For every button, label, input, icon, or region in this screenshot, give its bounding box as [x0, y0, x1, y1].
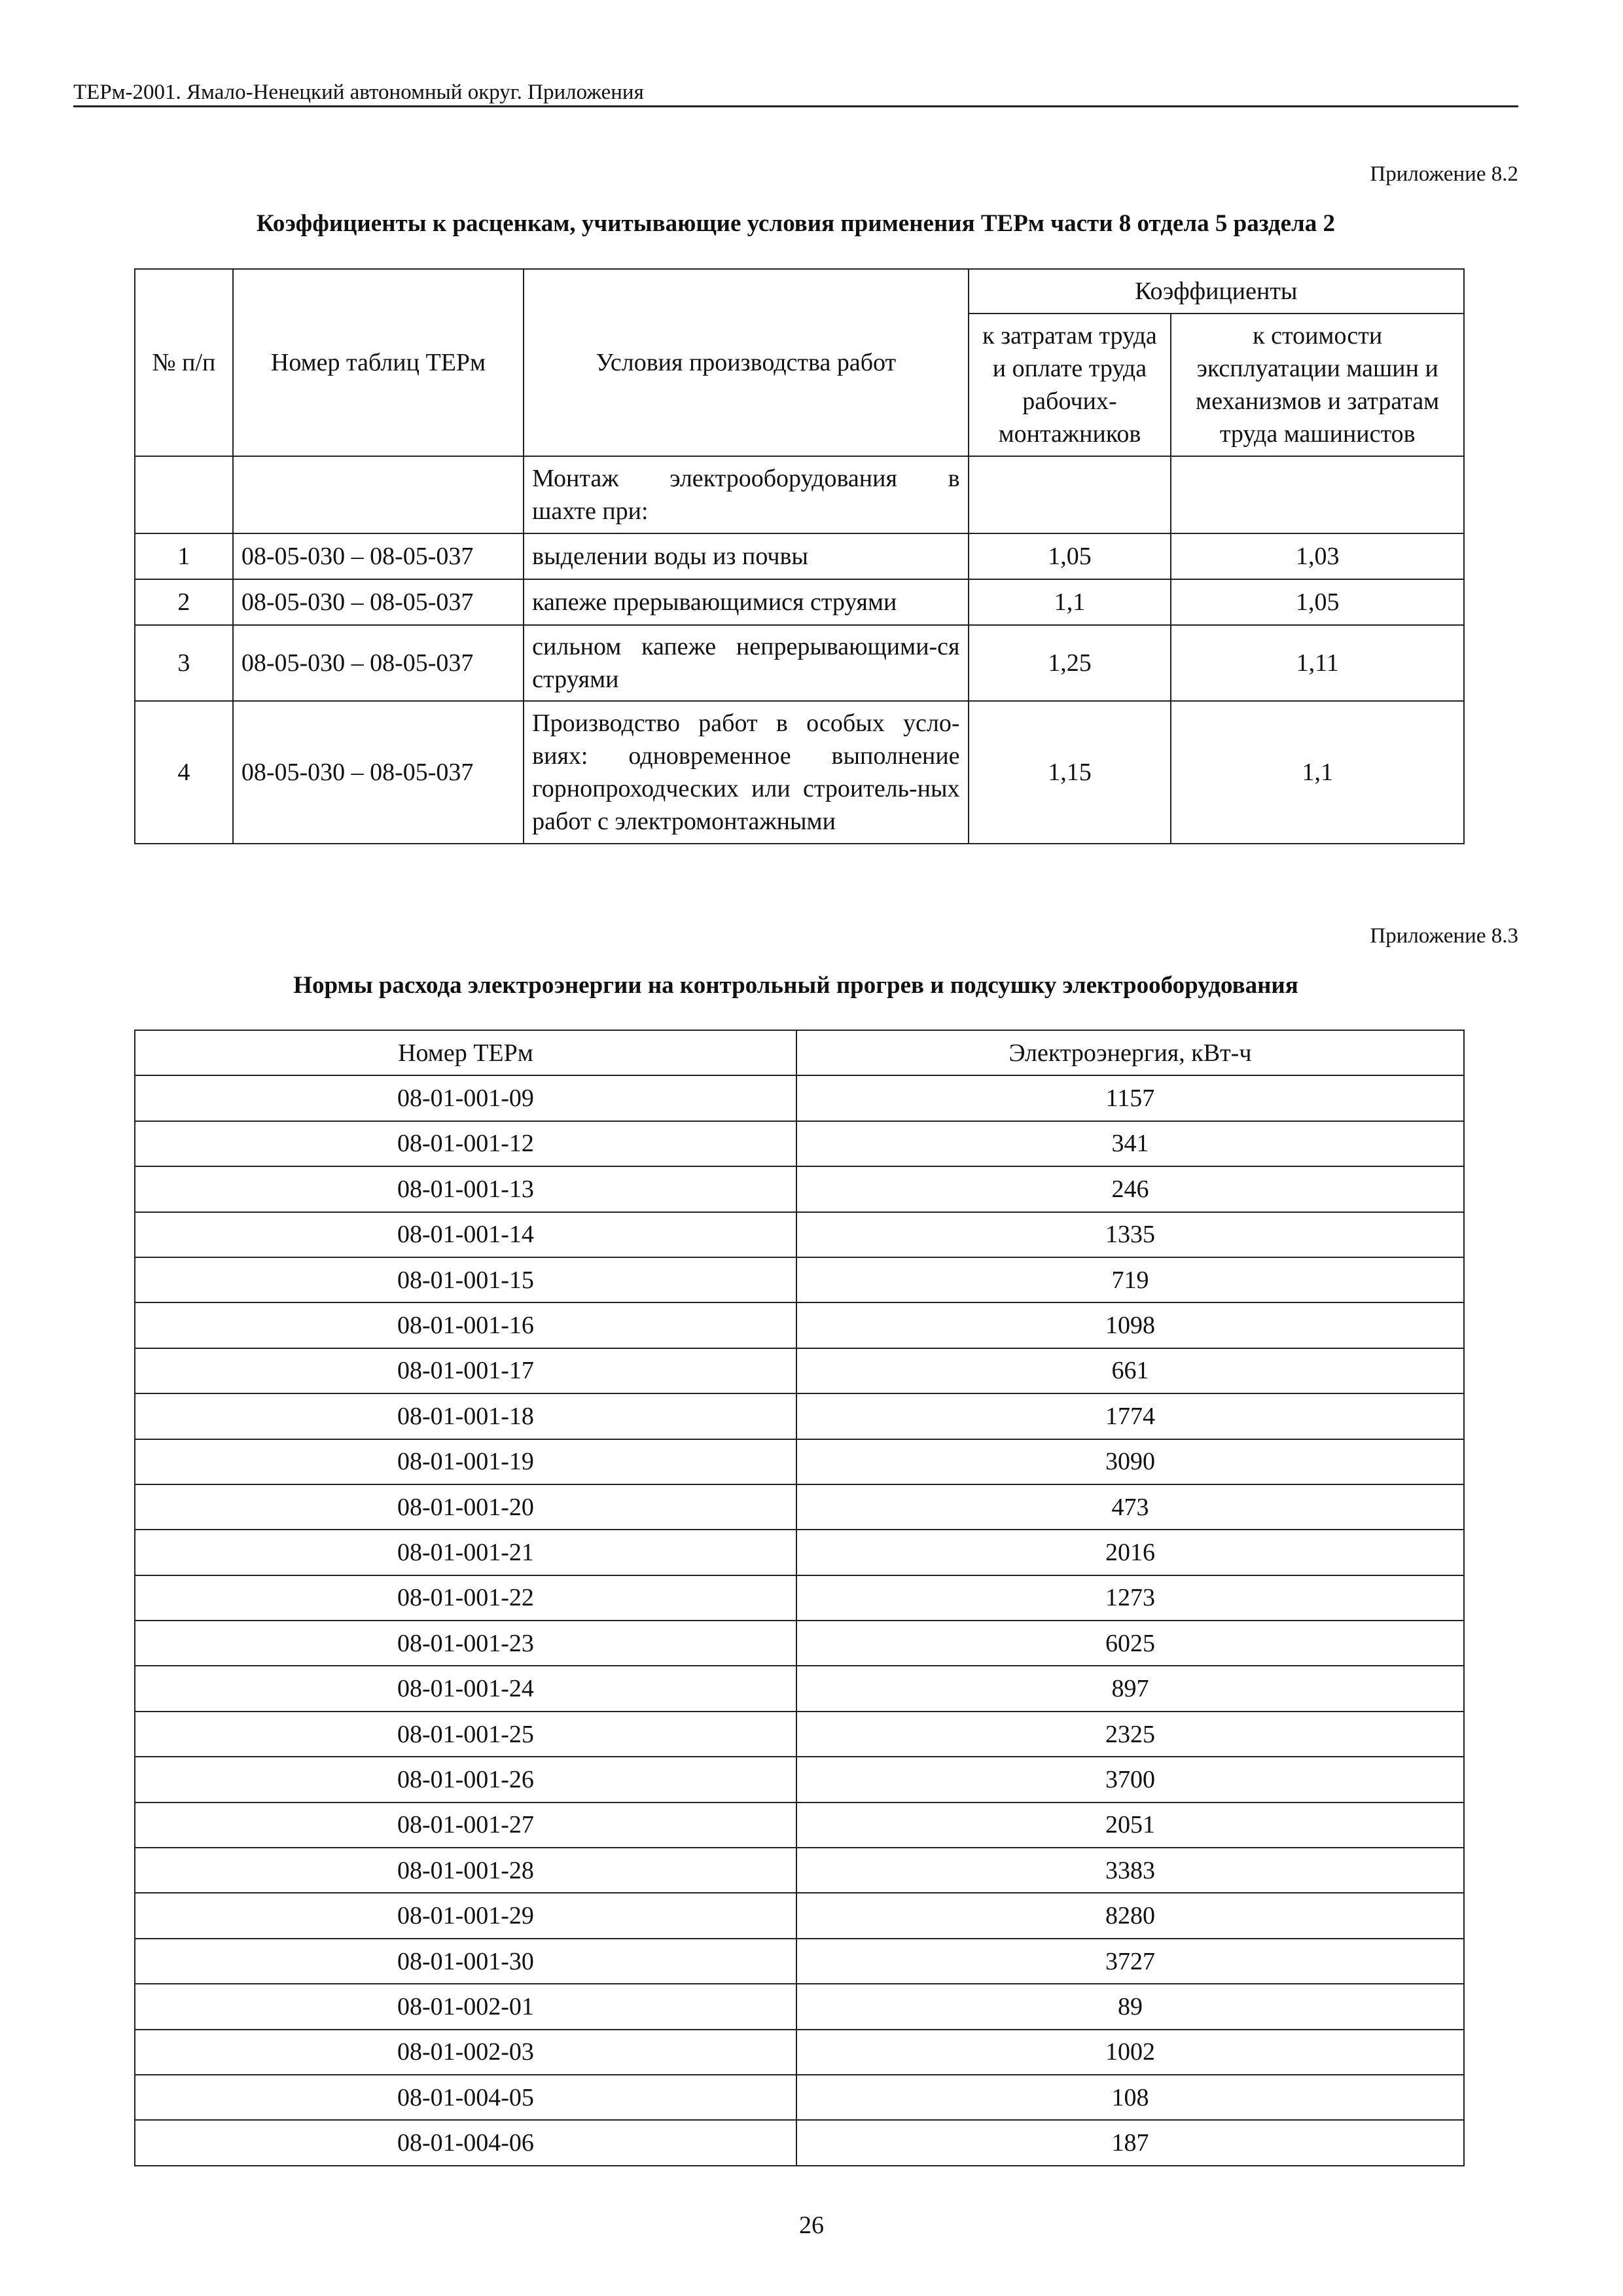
intro-line-2: шахте при: [532, 497, 649, 525]
cell-conditions: капеже прерывающимися струями [524, 579, 968, 625]
cell-term-number: 08-01-001-28 [135, 1848, 796, 1893]
cell-term-number: 08-01-001-17 [135, 1348, 796, 1393]
intro-text [524, 456, 968, 533]
cell-term-number: 08-01-001-24 [135, 1666, 796, 1711]
cell-energy-value: 2016 [796, 1530, 1464, 1575]
cell-machines: 1,03 [1171, 533, 1464, 579]
cell-term-number: 08-01-001-21 [135, 1530, 796, 1575]
cell-energy-value: 1273 [796, 1575, 1464, 1621]
cell-machines: 1,05 [1171, 579, 1464, 625]
cell-term-number: 08-01-002-01 [135, 1984, 796, 2029]
col-header-energy: Электроэнергия, кВт-ч [796, 1030, 1464, 1075]
appendix-title-8-3: Нормы расхода электроэнергии на контрольный прогрев и подсушку электрооборудования [293, 972, 1298, 999]
cell-term-number: 08-01-001-16 [135, 1302, 796, 1348]
table-row [135, 1348, 1464, 1393]
cell-energy-value: 2325 [796, 1712, 1464, 1757]
table-row [135, 1939, 1464, 1984]
table-row [135, 1439, 1464, 1484]
cell-num: 3 [135, 625, 233, 701]
cell-labor: 1,05 [969, 533, 1171, 579]
table-row [135, 1530, 1464, 1575]
cell-energy-value: 341 [796, 1121, 1464, 1166]
cell-table: 08-05-030 – 08-05-037 [233, 579, 524, 625]
cell-energy-value: 108 [796, 2075, 1464, 2120]
cell-term-number: 08-01-001-18 [135, 1393, 796, 1439]
cell-term-number: 08-01-001-29 [135, 1893, 796, 1938]
cell-energy-value: 1002 [796, 2030, 1464, 2075]
appendix-title-8-2: Коэффициенты к расценкам, учитывающие условия применения ТЕРм части 8 отдела 5 раздела 2 [256, 210, 1336, 237]
cell-conditions: сильном капеже непрерывающими-ся струями [524, 625, 968, 701]
cell-table: 08-05-030 – 08-05-037 [233, 533, 524, 579]
cell-term-number: 08-01-001-26 [135, 1757, 796, 1802]
table-row [135, 1803, 1464, 1848]
table-row [135, 2120, 1464, 2165]
intro-line-1: Монтаж электрооборудования в [532, 465, 960, 492]
cell-num: 2 [135, 579, 233, 625]
cell-energy-value: 1098 [796, 1302, 1464, 1348]
table-row [135, 1302, 1464, 1348]
table-row [135, 1075, 1464, 1121]
table-row [135, 1757, 1464, 1802]
table-row [135, 1212, 1464, 1257]
col-header-table: Номер таблиц ТЕРм [233, 269, 524, 456]
cell-term-number: 08-01-001-30 [135, 1939, 796, 1984]
table-row [135, 579, 1464, 625]
cell-num: 4 [135, 701, 233, 844]
table-row [135, 1984, 1464, 2029]
cell-energy-value: 473 [796, 1484, 1464, 1530]
table-row [135, 1121, 1464, 1166]
cell-energy-value: 2051 [796, 1803, 1464, 1848]
cell-energy-value: 89 [796, 1984, 1464, 2029]
col-header-conditions: Условия производства работ [524, 269, 968, 456]
col-header-num: № п/п [135, 269, 233, 456]
cell-term-number: 08-01-004-06 [135, 2120, 796, 2165]
cell-term-number: 08-01-001-12 [135, 1121, 796, 1166]
cell-term-number: 08-01-001-27 [135, 1803, 796, 1848]
table-row [135, 1666, 1464, 1711]
cell-energy-value: 1774 [796, 1393, 1464, 1439]
appendix-label-8-2: Приложение 8.2 [1370, 162, 1518, 186]
cell-energy-value: 719 [796, 1257, 1464, 1302]
cell-energy-value: 661 [796, 1348, 1464, 1393]
cell-table: 08-05-030 – 08-05-037 [233, 625, 524, 701]
cell-energy-value: 6025 [796, 1621, 1464, 1666]
table-row [135, 533, 1464, 579]
cell-energy-value: 3383 [796, 1848, 1464, 1893]
cell-term-number: 08-01-001-23 [135, 1621, 796, 1666]
energy-table-body [135, 1075, 1464, 2165]
cell-term-number: 08-01-002-03 [135, 2030, 796, 2075]
cell-conditions: выделении воды из почвы [524, 533, 968, 579]
table-row-intro [135, 456, 1464, 533]
appendix-label-8-3: Приложение 8.3 [1370, 924, 1518, 948]
cell-energy-value: 1157 [796, 1075, 1464, 1121]
cell-table: 08-05-030 – 08-05-037 [233, 701, 524, 844]
cell-machines: 1,11 [1171, 625, 1464, 701]
cell-conditions: Производство работ в особых усло-виях: одновременное выполнение горнопроходческих или строитель-ных работ с электромонтажными [524, 701, 968, 844]
table-row [135, 1393, 1464, 1439]
cell-energy-value: 3090 [796, 1439, 1464, 1484]
table-row [135, 1575, 1464, 1621]
table-row [135, 701, 1464, 844]
table-row [135, 2075, 1464, 2120]
coefficients-table [134, 268, 1465, 844]
cell-num: 1 [135, 533, 233, 579]
cell-term-number: 08-01-001-19 [135, 1439, 796, 1484]
cell-labor: 1,25 [969, 625, 1171, 701]
cell-labor: 1,1 [969, 579, 1171, 625]
cell-term-number: 08-01-001-22 [135, 1575, 796, 1621]
cell-energy-value: 187 [796, 2120, 1464, 2165]
cell-term-number: 08-01-004-05 [135, 2075, 796, 2120]
table-row [135, 1893, 1464, 1938]
col-header-coefficients: Коэффициенты [969, 269, 1464, 314]
table-row [135, 1166, 1464, 1211]
table-row [135, 1848, 1464, 1893]
cell-energy-value: 246 [796, 1166, 1464, 1211]
cell-energy-value: 3727 [796, 1939, 1464, 1984]
cell-energy-value: 897 [796, 1666, 1464, 1711]
page-number: 26 [799, 2212, 824, 2239]
col-header-labor: к затратам труда и оплате труда рабочих-монтажников [969, 314, 1171, 456]
cell-term-number: 08-01-001-15 [135, 1257, 796, 1302]
cell-term-number: 08-01-001-25 [135, 1712, 796, 1757]
cell-energy-value: 1335 [796, 1212, 1464, 1257]
table-row [135, 1621, 1464, 1666]
table-row [135, 2030, 1464, 2075]
cell-energy-value: 3700 [796, 1757, 1464, 1802]
cell-term-number: 08-01-001-20 [135, 1484, 796, 1530]
running-header: ТЕРм-2001. Ямало-Ненецкий автономный округ. Приложения [73, 77, 1518, 107]
col-header-term-number: Номер ТЕРм [135, 1030, 796, 1075]
cell-machines: 1,1 [1171, 701, 1464, 844]
table-row [135, 1484, 1464, 1530]
col-header-machines: к стоимости эксплуатации машин и механизмов и затратам труда машинистов [1171, 314, 1464, 456]
table-row [135, 1257, 1464, 1302]
cell-term-number: 08-01-001-14 [135, 1212, 796, 1257]
cell-energy-value: 8280 [796, 1893, 1464, 1938]
table-row [135, 625, 1464, 701]
energy-table [134, 1030, 1465, 2166]
table-row [135, 1712, 1464, 1757]
cell-term-number: 08-01-001-09 [135, 1075, 796, 1121]
cell-labor: 1,15 [969, 701, 1171, 844]
cell-term-number: 08-01-001-13 [135, 1166, 796, 1211]
